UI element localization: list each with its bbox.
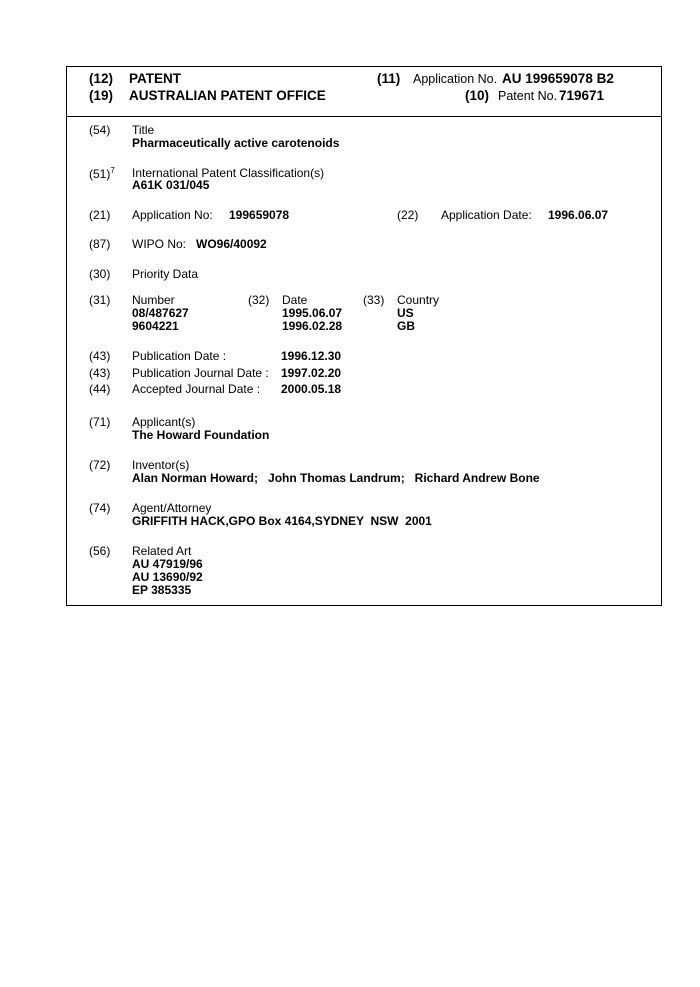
related-value: AU 13690/92 [132, 570, 203, 584]
publication-label: Publication Journal Date : [132, 366, 269, 380]
priority-country-label: Country [397, 293, 440, 307]
priority-date-label: Date [282, 293, 308, 307]
priority-label: Priority Data [132, 267, 199, 281]
agent-code: (74) [89, 501, 111, 515]
publication-value: 1996.12.30 [281, 349, 342, 363]
priority-date-code: (32) [248, 293, 270, 307]
applicant-label: Applicant(s) [132, 415, 196, 429]
patent-record-box [66, 66, 662, 606]
applicant-value: The Howard Foundation [132, 428, 270, 442]
application-date-label: Application Date: [441, 208, 532, 222]
priority-country: GB [397, 319, 415, 333]
priority-country: US [397, 306, 414, 320]
patent-header [67, 67, 661, 117]
title-value: Pharmaceutically active carotenoids [132, 136, 340, 150]
priority-country-code: (33) [363, 293, 385, 307]
priority-date: 1995.06.07 [282, 306, 343, 320]
applicant-code: (71) [89, 415, 111, 429]
priority-number-label: Number [132, 293, 175, 307]
inventor-label: Inventor(s) [132, 458, 190, 472]
agent-label: Agent/Attorney [132, 501, 212, 515]
application-number: AU 199659078 B2 [502, 71, 614, 86]
code-10: (10) [465, 88, 490, 103]
ipc-code: $(51)^7$ [89, 166, 115, 181]
code-12: (12) [89, 71, 114, 86]
title-label: Title [132, 123, 155, 137]
patent-type: PATENT [129, 71, 181, 86]
wipo-label: WIPO No: [132, 237, 187, 251]
publication-code: (44) [89, 382, 111, 396]
patent-number: 719671 [559, 88, 605, 103]
patent-office: AUSTRALIAN PATENT OFFICE [129, 88, 326, 103]
application-date-value: 1996.06.07 [548, 208, 609, 222]
related-value: EP 385335 [132, 583, 192, 597]
priority-number-code: (31) [89, 293, 111, 307]
agent-value: GRIFFITH HACK,GPO Box 4164,SYDNEY NSW 2001 [132, 514, 432, 528]
code-11: (11) [377, 71, 401, 86]
publication-code: (43) [89, 349, 111, 363]
application-date-code: (22) [397, 208, 419, 222]
application-code: (21) [89, 208, 111, 222]
ipc-value: A61K 031/045 [132, 178, 210, 192]
inventor-code: (72) [89, 458, 111, 472]
code-19: (19) [89, 88, 114, 103]
ipc-label: International Patent Classification(s) [132, 166, 325, 180]
priority-number: 08/487627 [132, 306, 189, 320]
publication-label: Publication Date : [132, 349, 227, 363]
publication-value: 2000.05.18 [281, 382, 342, 396]
title-code: (54) [89, 123, 111, 137]
patent-number-label: Patent No. [498, 89, 558, 103]
application-value: 199659078 [229, 208, 290, 222]
related-value: AU 47919/96 [132, 557, 203, 571]
inventor-value: Alan Norman Howard; John Thomas Landrum; Richard Andrew Bone [132, 471, 540, 485]
publication-label: Accepted Journal Date : [132, 382, 261, 396]
publication-code: (43) [89, 366, 111, 380]
related-code: (56) [89, 544, 111, 558]
application-number-label: Application No. [413, 72, 498, 86]
wipo-code: (87) [89, 237, 111, 251]
wipo-value: WO96/40092 [196, 237, 267, 251]
priority-number: 9604221 [132, 319, 179, 333]
priority-code: (30) [89, 267, 111, 281]
application-label: Application No: [132, 208, 213, 222]
related-label: Related Art [132, 544, 192, 558]
priority-date: 1996.02.28 [282, 319, 343, 333]
publication-value: 1997.02.20 [281, 366, 342, 380]
